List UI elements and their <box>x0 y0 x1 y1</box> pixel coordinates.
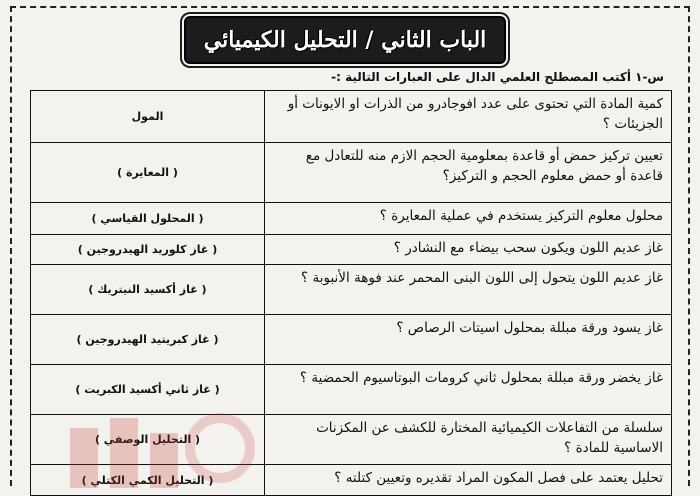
definition-cell: غاز عديم اللون ويكون سحب بيضاء مع النشادر ؟ <box>393 240 663 256</box>
definition-cell: غاز يخضر ورقة مبللة بمحلول ثاني كرومات البوتاسيوم الحمضية ؟ <box>299 370 663 386</box>
answer-cell: ( غاز أكسيد النيتريك ) <box>31 265 265 314</box>
definition-cell: غاز عديم اللون يتحول إلى اللون البنى المحمر عند فوهة الأنبوبة ؟ <box>301 270 663 286</box>
answer-cell: المول <box>31 91 265 142</box>
answer-cell: ( المحلول القياسي ) <box>31 203 265 234</box>
table-row <box>31 265 671 315</box>
chapter-title: الباب الثاني / التحليل الكيميائي <box>203 27 487 53</box>
definition-cell: محلول معلوم التركيز يستخدم في عملية المعايرة ؟ <box>379 208 663 224</box>
table-row <box>31 143 671 203</box>
definition-cell: كمية المادة التي تحتوى على عدد افوجادرو من الذرات او الايونات أو الجزيئات ؟ <box>287 96 663 132</box>
definition-cell: تعيين تركيز حمض أو قاعدة بمعلومية الحجم الازم منه للتعادل مع قاعدة أو حمض معلوم الحجم و التركيز؟ <box>305 148 663 184</box>
answer-cell: ( التحليل الكمي الكتلي ) <box>31 465 265 495</box>
answer-cell: ( التحليل الوصفي ) <box>31 415 265 464</box>
table-row <box>31 465 671 495</box>
answer-cell: ( غاز كلوريد الهيدروجين ) <box>31 235 265 264</box>
table-row <box>31 415 671 465</box>
definition-cell: غاز يسود ورقة مبللة بمحلول اسيتات الرصاص ؟ <box>396 320 663 336</box>
definition-cell: تحليل يعتمد على فصل المكون المراد تقديره وتعيين كتلته ؟ <box>334 470 663 486</box>
table-row <box>31 91 671 143</box>
terms-table <box>30 90 672 496</box>
question-heading: س-١ أكتب المصطلح العلمي الدال على العبارات التالية :- <box>331 70 664 84</box>
answer-cell: ( المعايرة ) <box>31 143 265 202</box>
answer-cell: ( غاز كبريتيد الهيدروجين ) <box>31 315 265 364</box>
table-row <box>31 365 671 415</box>
table-row <box>31 315 671 365</box>
answer-cell: ( غاز ثاني أكسيد الكبريت ) <box>31 365 265 414</box>
table-row <box>31 235 671 265</box>
table-row <box>31 203 671 235</box>
definition-cell: سلسلة من التفاعلات الكيميائية المختارة للكشف عن المكزنات الاساسية للمادة ؟ <box>316 420 663 456</box>
chapter-banner <box>184 16 506 64</box>
